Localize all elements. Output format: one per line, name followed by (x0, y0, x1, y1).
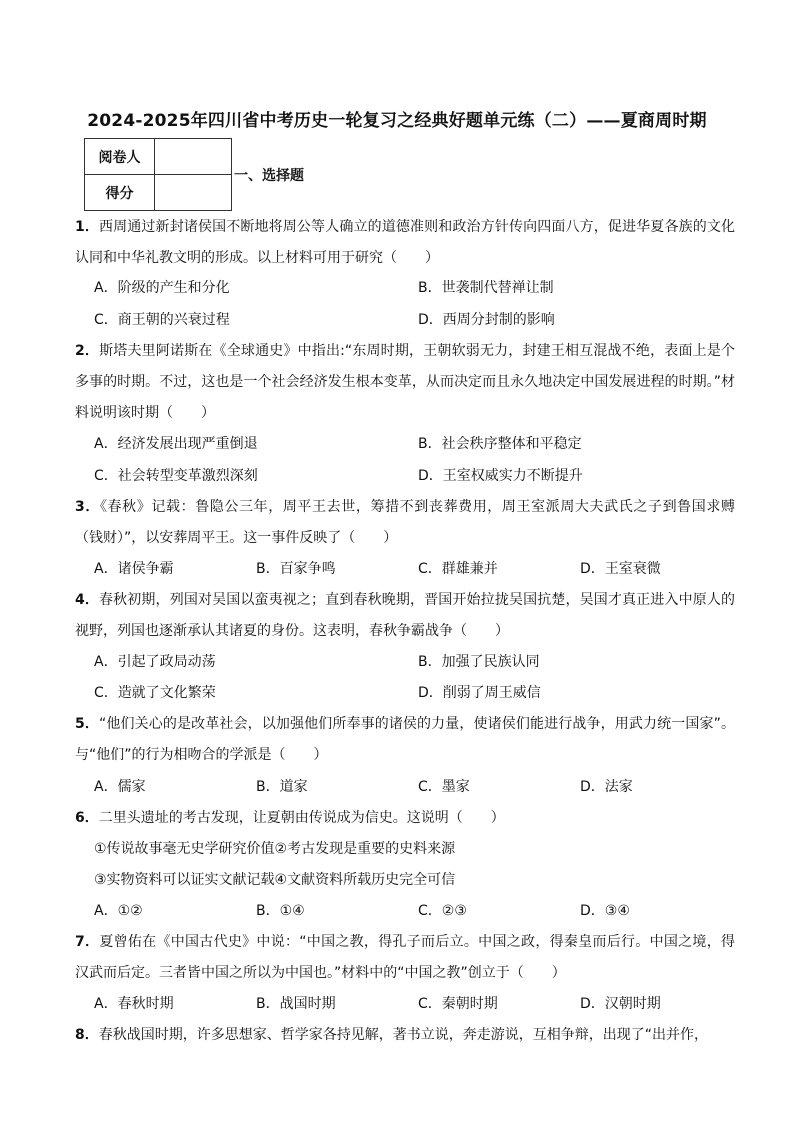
question-8 (75, 1020, 735, 1051)
reviewer-field (155, 139, 232, 175)
question-4 (75, 585, 735, 647)
question-6 (75, 803, 735, 834)
question-2 (75, 336, 735, 429)
option-b: B．社会秩序整体和平稳定 (418, 436, 582, 452)
option-c: C．商王朝的兴衰过程 (94, 312, 230, 328)
option-c: C．②③ (418, 903, 467, 919)
question-number: 5． (75, 716, 99, 732)
score-label: 得分 (85, 175, 155, 211)
option-b: B．世袭制代替禅让制 (418, 280, 554, 296)
statement-line-1: ①传说故事毫无史学研究价值②考古发现是重要的史料来源 (94, 841, 456, 857)
question-number: 2． (75, 343, 100, 359)
option-d: D．西周分封制的影响 (418, 312, 555, 328)
option-a: A．儒家 (94, 779, 146, 795)
option-b: B．①④ (256, 903, 305, 919)
question-3 (75, 492, 735, 554)
reviewer-label: 阅卷人 (85, 139, 155, 175)
section-heading: 一、选择题 (234, 168, 304, 184)
question-7 (75, 927, 735, 989)
question-number: 4． (75, 592, 100, 608)
option-b: B．加强了民族认同 (418, 654, 540, 670)
question-stem: 西周通过新封诸侯国不断地将周公等人确立的道德准则和政治方针传向四面八方，促进华夏各族的文化认同和中华礼教文明的形成。以上材料可用于研究（ ） (75, 219, 735, 266)
option-c: C．墨家 (418, 779, 470, 795)
question-stem: 《春秋》记载：鲁隐公三年，周平王去世，筹措不到丧葬费用，周王室派周大夫武氏之子到鲁国求赙（钱财）”，以安葬周平王。这一事件反映了（ ） (75, 499, 735, 546)
option-c: C．群雄兼并 (418, 561, 498, 577)
option-c: C．秦朝时期 (418, 996, 498, 1012)
option-b: B．战国时期 (256, 996, 336, 1012)
page-title: 2024-2025年四川省中考历史一轮复习之经典好题单元练（二）——夏商周时期 (87, 111, 707, 131)
option-a: A．①② (94, 903, 143, 919)
question-number: 8． (75, 1027, 99, 1043)
question-stem: 二里头遗址的考古发现，让夏朝由传说成为信史。这说明（ ） (98, 810, 505, 826)
option-b: B．道家 (256, 779, 308, 795)
question-number: 7． (75, 934, 100, 950)
score-field (155, 175, 232, 211)
question-1 (75, 212, 735, 274)
question-stem: “他们关心的是改革社会，以加强他们所奉事的诸侯的力量，使诸侯们能进行战争，用武力统一国家”。与“他们”的行为相吻合的学派是（ ） (75, 716, 735, 763)
option-a: A．经济发展出现严重倒退 (94, 436, 258, 452)
question-stem: 春秋战国时期，许多思想家、哲学家各持见解，著书立说，奔走游说，互相争辩，出现了“出并作， (98, 1027, 709, 1043)
question-number: 1． (75, 219, 100, 235)
option-a: A．阶级的产生和分化 (94, 280, 230, 296)
question-stem: 夏曾佑在《中国古代史》中说：“中国之教，得孔子而后立。中国之政，得秦皇而后行。中国之境，得汉武而后定。三者皆中国之所以为中国也。”材料中的“中国之教”创立于（ ） (75, 934, 735, 981)
option-d: D．法家 (580, 779, 633, 795)
option-b: B．百家争鸣 (256, 561, 336, 577)
option-c: C．造就了文化繁荣 (94, 685, 216, 701)
question-5 (75, 709, 735, 771)
option-d: D．③④ (580, 903, 630, 919)
question-stem: 斯塔夫里阿诺斯在《全球通史》中指出:“东周时期，王朝软弱无力，封建王相互混战不绝，表面上是个多事的时期。不过，这也是一个社会经济发生根本变革，从而决定而且永久地决定中国发展进程的时期。”材料说明该时期（ ） (75, 343, 735, 421)
question-number: 3． (75, 499, 100, 515)
option-c: C．社会转型变革激烈深刻 (94, 468, 258, 484)
option-d: D．王室衰微 (580, 561, 661, 577)
option-a: A．春秋时期 (94, 996, 174, 1012)
option-a: A．引起了政局动荡 (94, 654, 216, 670)
statement-line-2: ③实物资料可以证实文献记载④文献资料所载历史完全可信 (94, 872, 456, 888)
option-d: D．王室权威实力不断提升 (418, 468, 583, 484)
option-d: D．削弱了周王威信 (418, 685, 541, 701)
option-a: A．诸侯争霸 (94, 561, 174, 577)
option-d: D．汉朝时期 (580, 996, 661, 1012)
score-table (84, 138, 232, 211)
question-stem: 春秋初期，列国对吴国以蛮夷视之；直到春秋晚期，晋国开始拉拢吴国抗楚，吴国才真正进入中原人的视野，列国也逐渐承认其诸夏的身份。这表明，春秋争霸战争（ ） (75, 592, 735, 639)
question-number: 6． (75, 810, 99, 826)
